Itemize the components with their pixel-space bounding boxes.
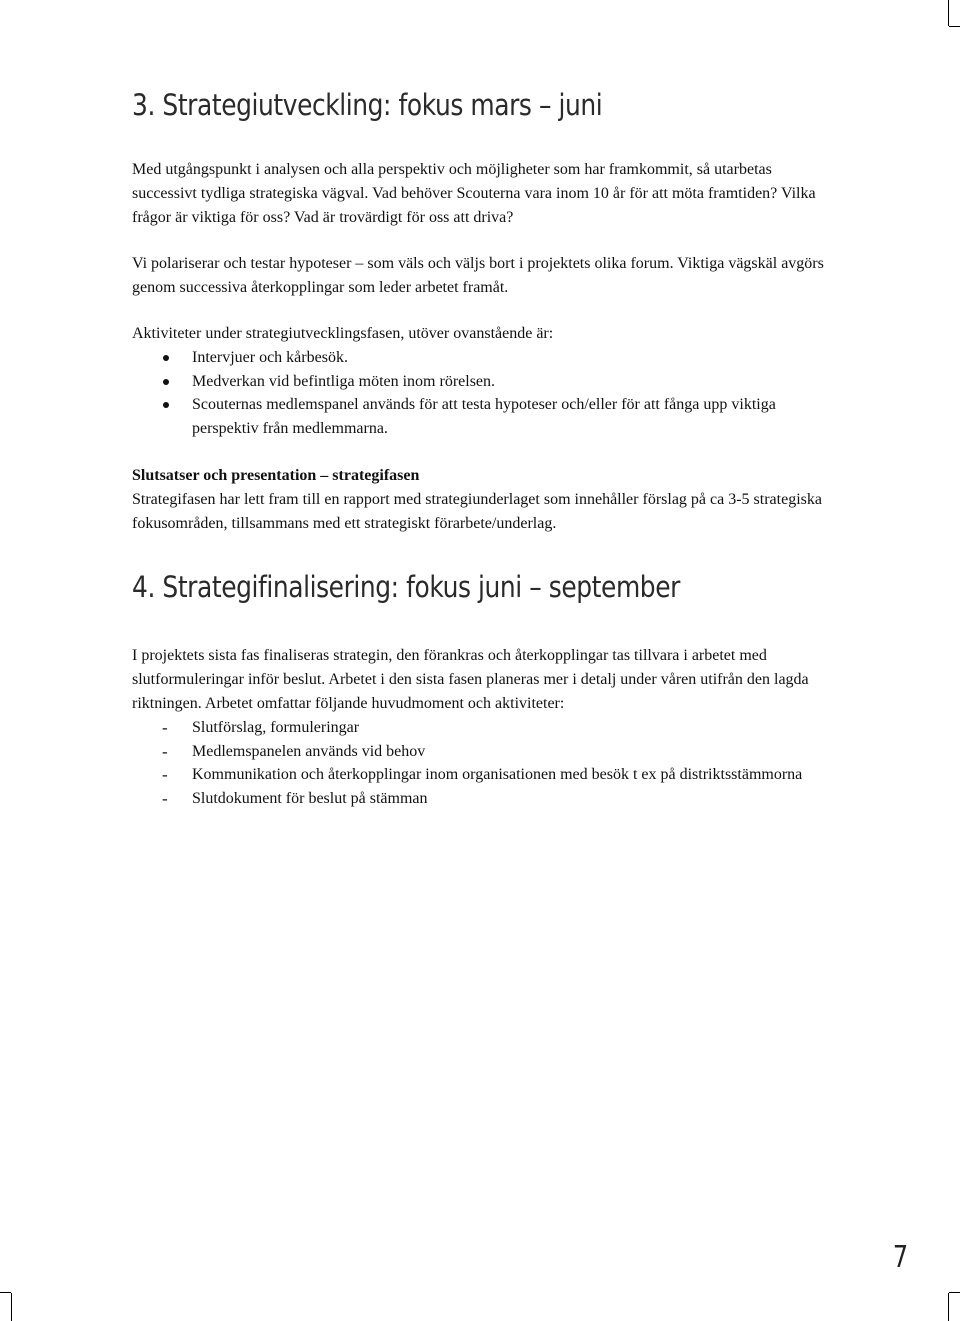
list-item	[132, 787, 832, 811]
crop-mark	[949, 1292, 960, 1293]
list-item	[132, 393, 832, 440]
section-4-heading: 4. Strategifinalisering: fokus juni – september	[132, 570, 680, 604]
dash-icon: -	[162, 741, 168, 761]
bullet-icon	[163, 355, 169, 361]
bullet-icon	[163, 379, 169, 385]
activities-intro: Aktiviteter under strategiutvecklingsfasen, utöver ovanstående är:	[132, 325, 554, 342]
dash-icon: -	[162, 718, 168, 737]
dash-icon: -	[162, 788, 168, 808]
list-item-text: Kommunikation och återkopplingar inom organisationen med besök t ex på distriktsstämmorna	[192, 766, 803, 783]
conclusions-heading: Slutsatser och presentation – strategifasen	[132, 467, 420, 484]
bullet-icon	[163, 402, 169, 408]
crop-mark	[948, 0, 949, 26]
page-number: 7	[892, 1240, 908, 1275]
list-item	[132, 740, 832, 764]
main-activities-list	[132, 716, 832, 810]
dash-icon: -	[162, 765, 168, 784]
list-item	[132, 763, 832, 787]
list-item-text: Intervjuer och kårbesök.	[192, 349, 348, 366]
list-item-text: Slutförslag, formuleringar	[192, 719, 360, 736]
list-item	[132, 346, 832, 370]
section-3-intro: Med utgångspunkt i analysen och alla perspektiv och möjligheter som har framkommit, så utarbetas successivt tydliga strategiska vägval. Vad behöver Scouterna vara inom 10 år för att möta framtiden? Vilka frågor är viktiga för oss? Vad är trovärdigt för oss att driva?	[132, 161, 816, 226]
list-item-text: Scouternas medlemspanel används för att testa hypoteser och/eller för att fånga upp viktiga perspektiv från medlemmarna.	[192, 396, 776, 437]
section-4-intro: I projektets sista fas finaliseras strategin, den förankras och återkopplingar tas tillvara i arbetet med slutformuleringar inför beslut. Arbetet i den sista fasen planeras mer i detalj under våren utifrån den lagda riktningen. Arbetet omfattar följande huvudmoment och aktiviteter:	[132, 647, 809, 712]
section-3-hypotheses: Vi polariserar och testar hypoteser – som väls och väljs bort i projektets olika forum. Viktiga vägskäl avgörs genom successiva återkopplingar som leder arbetet framåt.	[132, 255, 824, 296]
list-item	[132, 716, 832, 740]
crop-mark	[11, 1293, 12, 1321]
list-item-text: Medlemspanelen används vid behov	[192, 742, 426, 760]
crop-mark	[949, 26, 960, 27]
list-item-text: Medverkan vid befintliga möten inom rörelsen.	[192, 372, 496, 390]
page-content	[132, 86, 832, 810]
list-item-text: Slutdokument för beslut på stämman	[192, 789, 428, 807]
section-3-heading: 3. Strategiutveckling: fokus mars – juni	[132, 88, 603, 122]
crop-mark	[948, 1293, 949, 1321]
list-item	[132, 370, 832, 394]
conclusions-text: Strategifasen har lett fram till en rapport med strategiunderlaget som innehåller förslag på ca 3-5 strategiska fokusområden, tillsammans med ett strategiskt förarbete/underlag.	[132, 491, 822, 532]
crop-mark	[0, 1292, 11, 1293]
activities-list	[132, 346, 832, 440]
